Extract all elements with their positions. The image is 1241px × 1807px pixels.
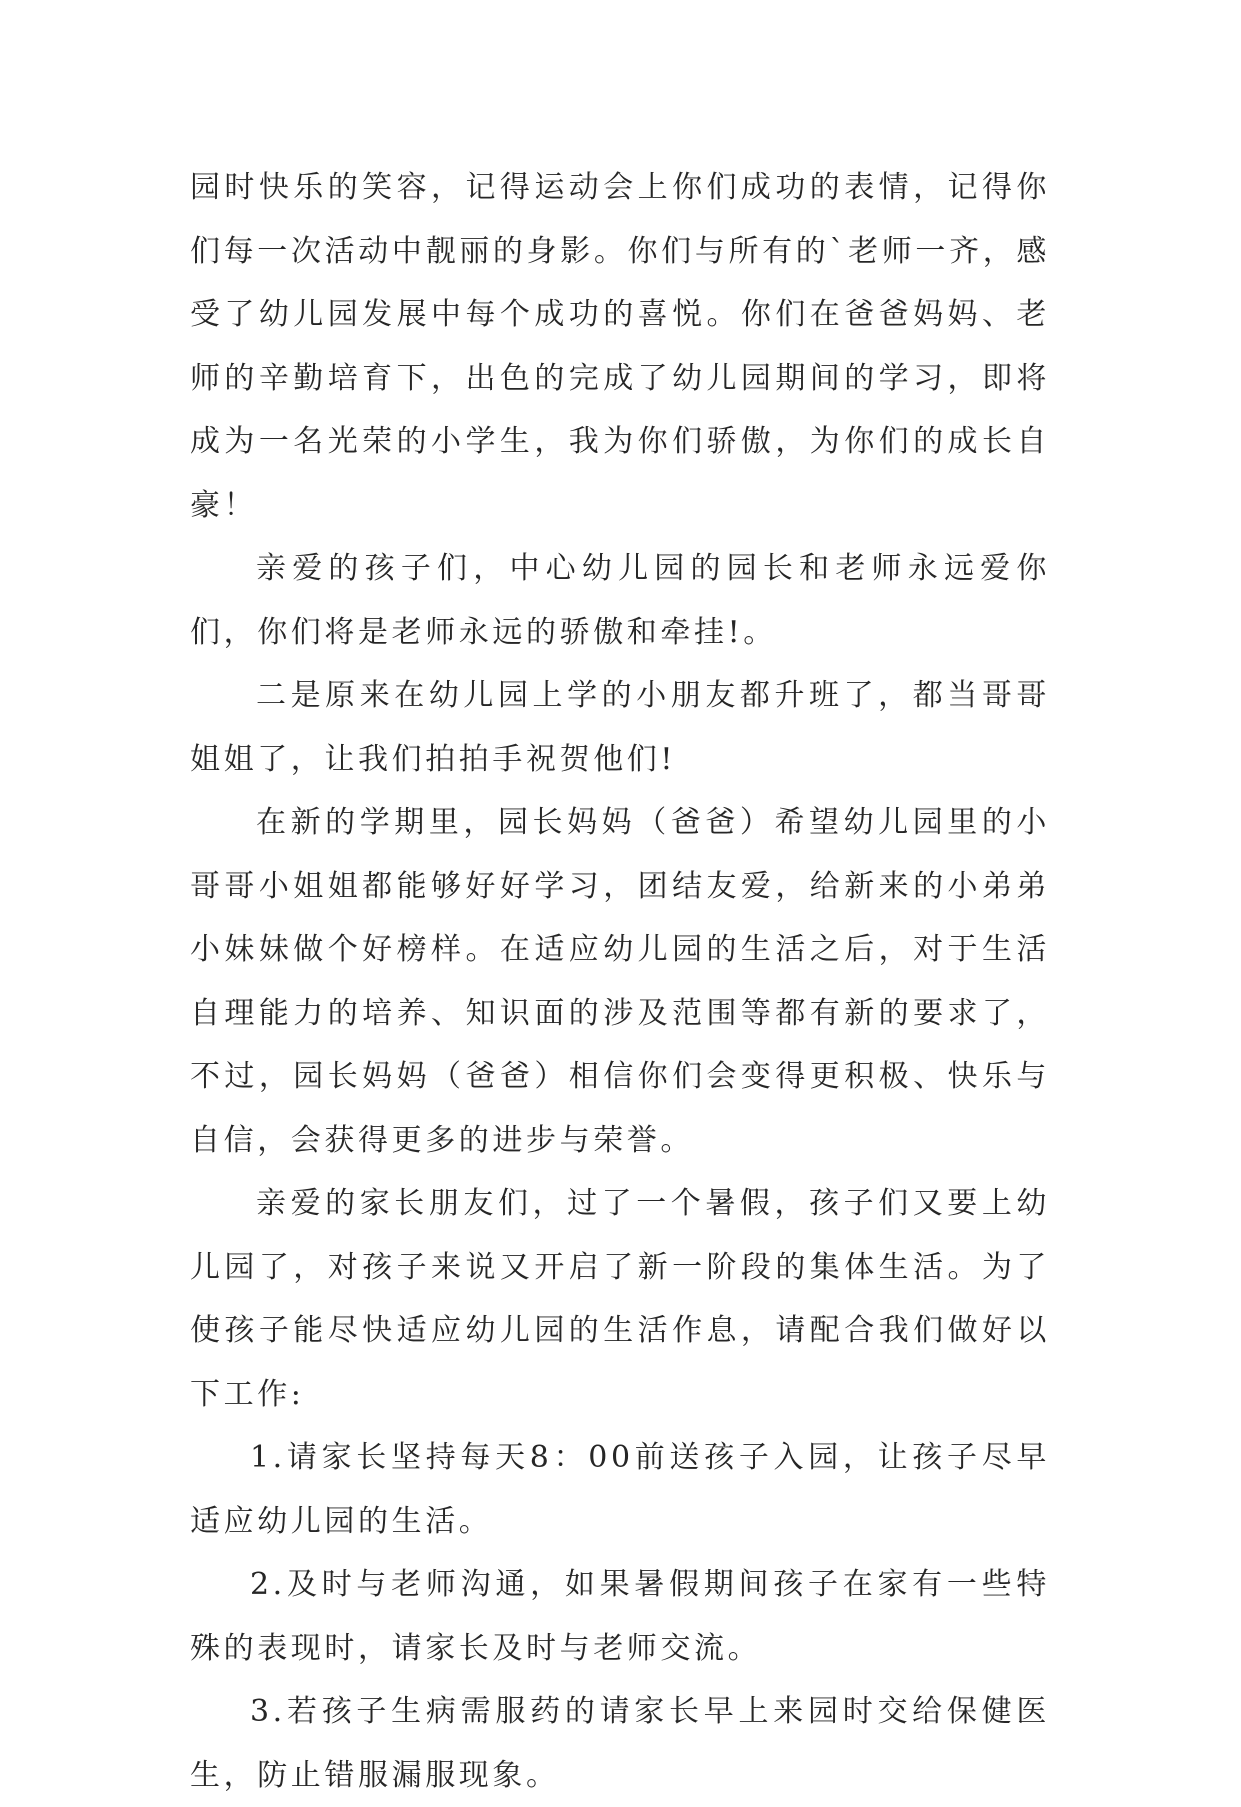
list-item-communication: 2.及时与老师沟通，如果暑假期间孩子在家有一些特殊的表现时，请家长及时与老师交流。 bbox=[190, 1567, 1050, 1666]
paragraph-parents: 亲爱的家长朋友们，过了一个暑假，孩子们又要上幼儿园了，对孩子来说又开启了新一阶段的集体生活。为了使孩子能尽快适应幼儿园的生活作息，请配合我们做好以下工作: bbox=[190, 1186, 1050, 1412]
list-item-arrival-time: 1.请家长坚持每天8：00前送孩子入园，让孩子尽早适应幼儿园的生活。 bbox=[190, 1440, 1050, 1539]
paragraph-love-children: 亲爱的孩子们，中心幼儿园的园长和老师永远爱你们，你们将是老师永远的骄傲和牵挂!。 bbox=[190, 551, 1050, 650]
paragraph-promotion: 二是原来在幼儿园上学的小朋友都升班了，都当哥哥姐姐了，让我们拍拍手祝贺他们! bbox=[190, 678, 1050, 777]
paragraph-continuation: 园时快乐的笑容，记得运动会上你们成功的表情，记得你们每一次活动中靓丽的身影。你们与所有的`老师一齐，感受了幼儿园发展中每个成功的喜悦。你们在爸爸妈妈、老师的辛勤培育下，出色的完成了幼儿园期间的学习，即将成为一名光荣的小学生，我为你们骄傲，为你们的成长自豪！ bbox=[190, 170, 1050, 523]
list-item-medication: 3.若孩子生病需服药的请家长早上来园时交给保健医生，防止错服漏服现象。 bbox=[190, 1694, 1050, 1793]
paragraph-new-term: 在新的学期里，园长妈妈（爸爸）希望幼儿园里的小哥哥小姐姐都能够好好学习，团结友爱，给新来的小弟弟小妹妹做个好榜样。在适应幼儿园的生活之后，对于生活自理能力的培养、知识面的涉及范围等都有新的要求了，不过，园长妈妈（爸爸）相信你们会变得更积极、快乐与自信，会获得更多的进步与荣誉。 bbox=[190, 805, 1050, 1158]
document-body bbox=[190, 156, 1050, 1807]
